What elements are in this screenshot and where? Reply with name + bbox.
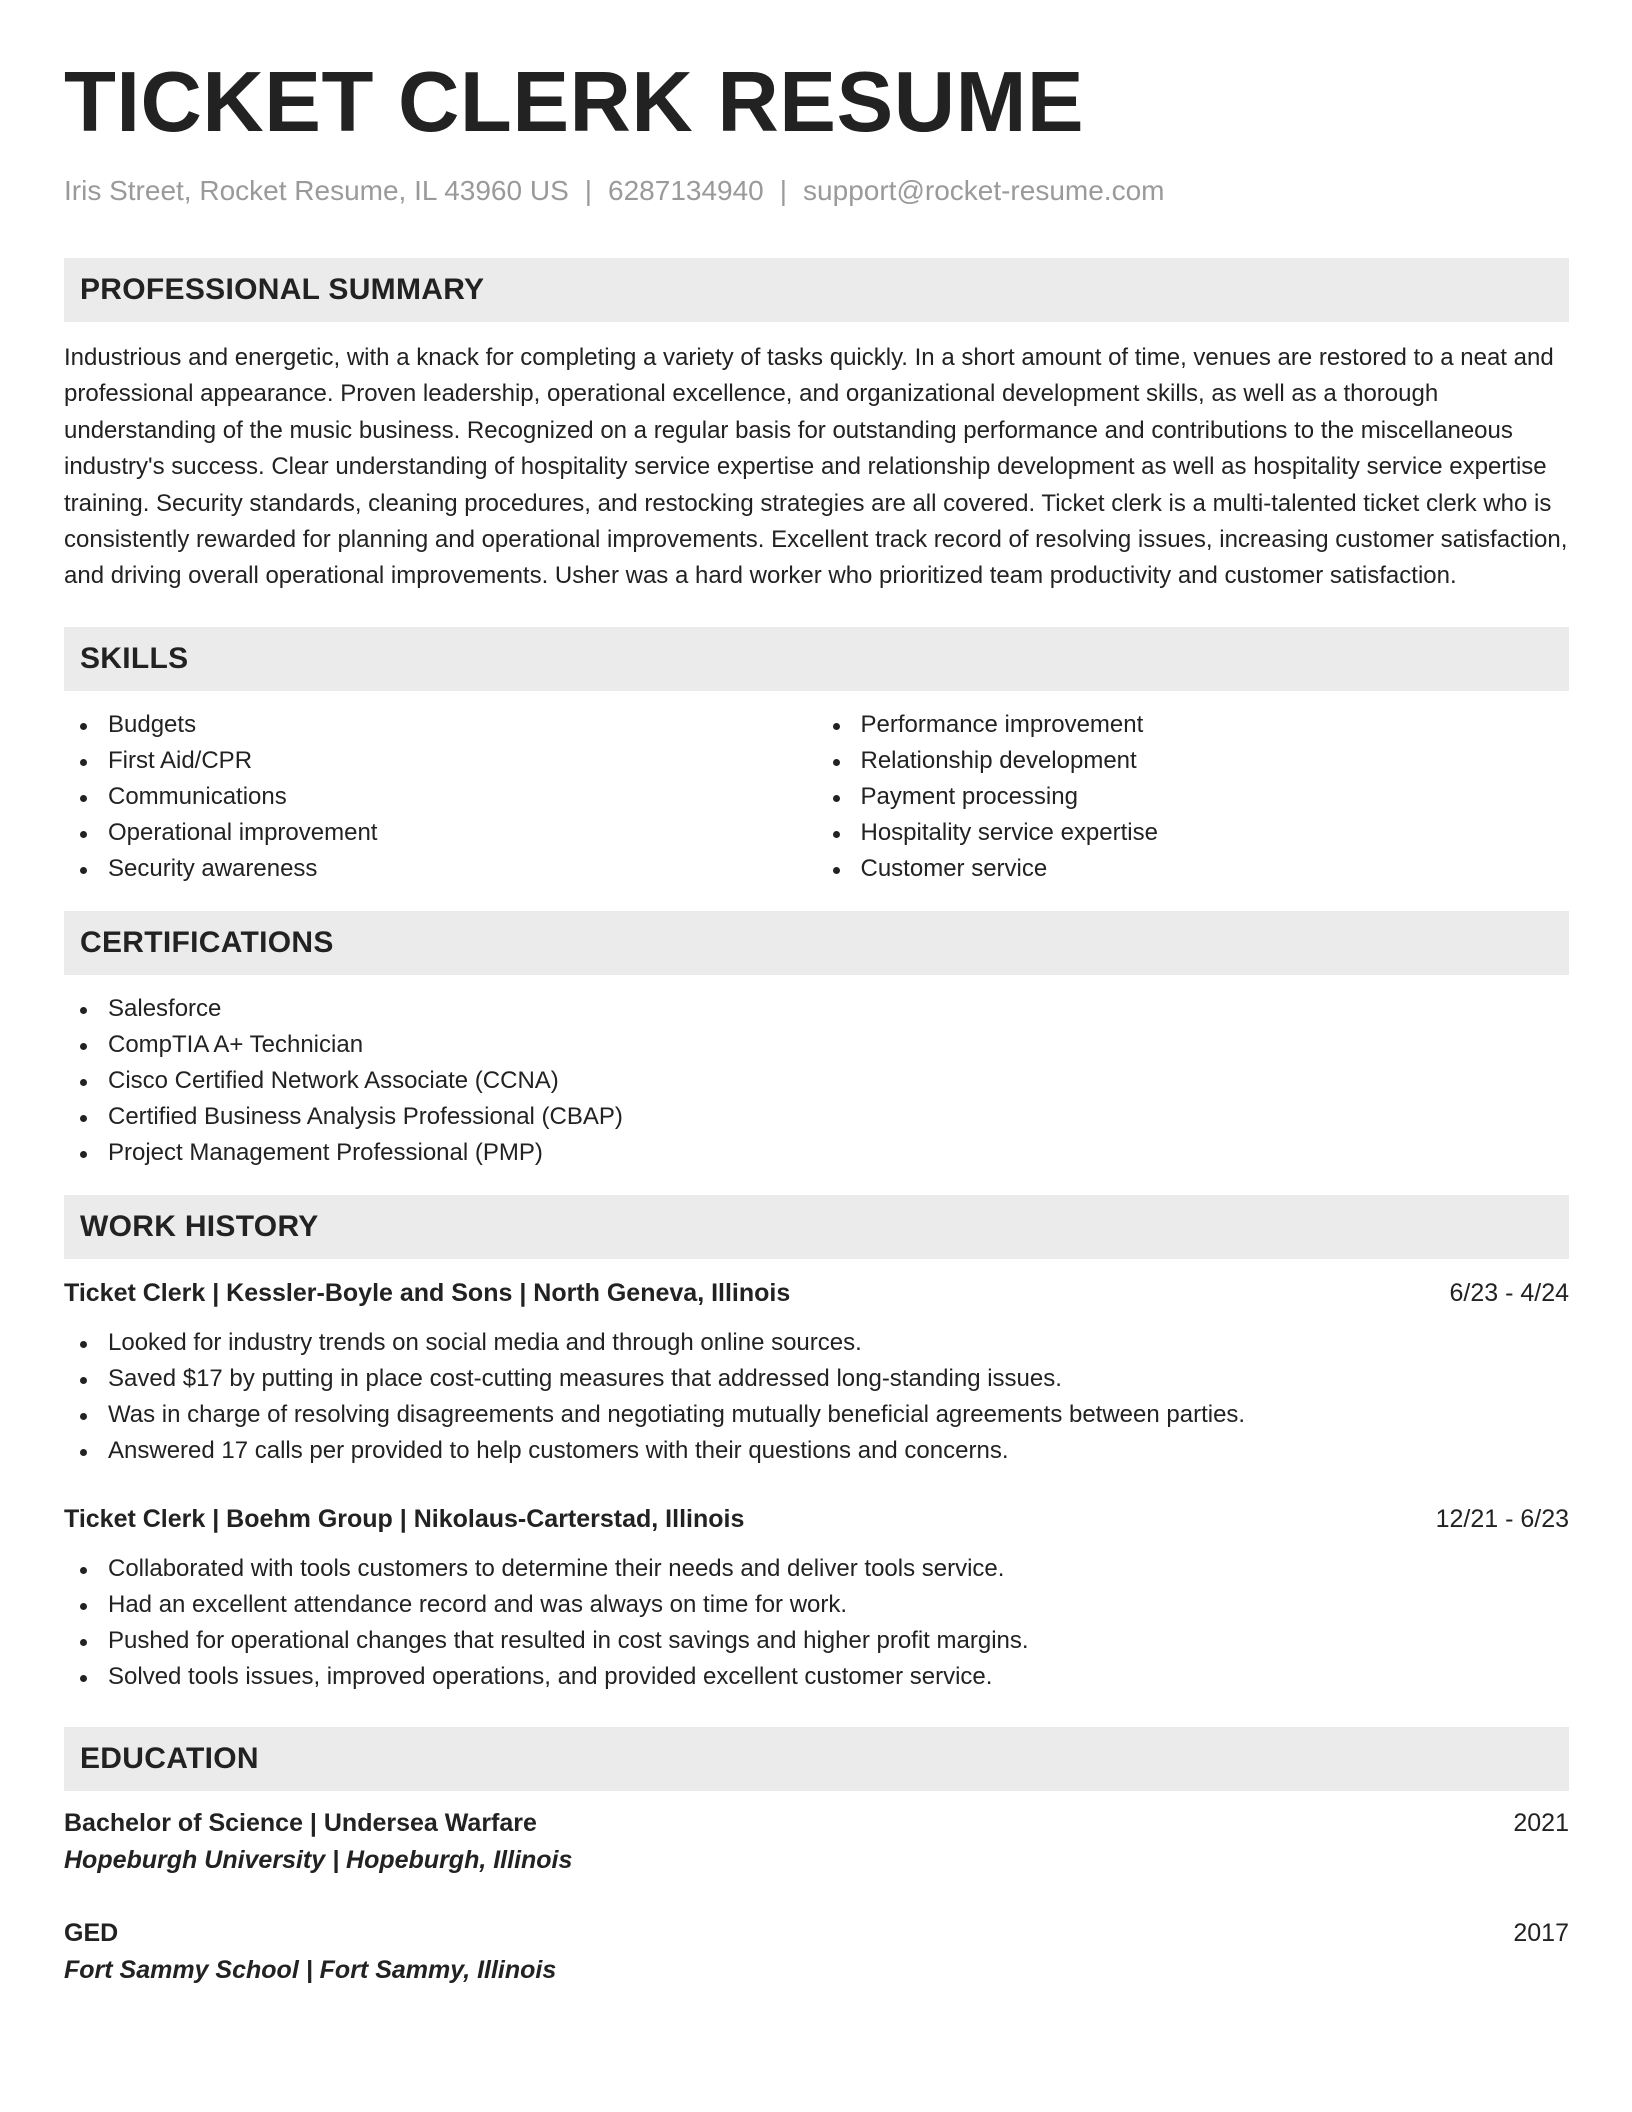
job-bullets <box>64 1551 1569 1695</box>
skills-list-left <box>64 707 817 887</box>
certifications-list <box>64 991 1569 1171</box>
certifications-section-header <box>64 911 1569 975</box>
job-bullet: Collaborated with tools customers to determine their needs and deliver tools service. <box>64 1551 1569 1587</box>
job-bullet: Saved $17 by putting in place cost-cutting measures that addressed long-standing issues. <box>64 1361 1569 1397</box>
education-school: Hopeburgh University | Hopeburgh, Illinois <box>64 1845 573 1874</box>
skill-item: Relationship development <box>817 743 1570 779</box>
skill-item: Operational improvement <box>64 815 817 851</box>
job-bullet: Looked for industry trends on social media and through online sources. <box>64 1325 1569 1361</box>
summary-text: Industrious and energetic, with a knack for completing a variety of tasks quickly. In a short amount of time, venues are restored to a neat and professional appearance. Proven leadership, operational excellence, and organizational development skills, as well as a thorough understanding of the music business. Recognized on a regular basis for outstanding performance and contributions to the miscellaneous industry's success. Clear understanding of hospitality service expertise and relationship development as well as hospitality service expertise training. Security standards, cleaning procedures, and restocking strategies are all covered. Ticket clerk is a multi-talented ticket clerk who is consistently rewarded for planning and operational improvements. Excellent track record of resolving issues, increasing customer satisfaction, and driving overall operational improvements. Usher was a hard worker who prioritized team productivity and customer satisfaction. <box>64 344 1568 590</box>
education-year: 2021 <box>1513 1808 1569 1837</box>
skills-section-header <box>64 627 1569 691</box>
certification-item: Certified Business Analysis Professional (CBAP) <box>64 1099 1569 1135</box>
job-bullets <box>64 1325 1569 1469</box>
job-entry <box>64 1275 1569 1469</box>
job-dates: 6/23 - 4/24 <box>1449 1278 1569 1307</box>
job-bullet: Was in charge of resolving disagreements and negotiating mutually beneficial agreements between parties. <box>64 1397 1569 1433</box>
skill-item: Hospitality service expertise <box>817 815 1570 851</box>
job-entry <box>64 1501 1569 1695</box>
job-header <box>64 1275 1569 1311</box>
job-bullet: Answered 17 calls per provided to help customers with their questions and concerns. <box>64 1433 1569 1469</box>
skills-grid <box>64 707 1569 887</box>
work-history-heading: WORK HISTORY <box>80 1209 319 1243</box>
certification-item: Project Management Professional (PMP) <box>64 1135 1569 1171</box>
education-header <box>64 1805 1569 1841</box>
skills-heading: SKILLS <box>80 641 189 675</box>
certification-item: Salesforce <box>64 991 1569 1027</box>
job-header <box>64 1501 1569 1537</box>
skill-item: Customer service <box>817 851 1570 887</box>
resume-title: TICKET CLERK RESUME <box>64 55 1085 150</box>
job-bullet: Solved tools issues, improved operations, and provided excellent customer service. <box>64 1659 1569 1695</box>
job-bullet: Had an excellent attendance record and was always on time for work. <box>64 1587 1569 1623</box>
summary-section-header <box>64 258 1569 322</box>
job-title: Ticket Clerk | Kessler-Boyle and Sons | North Geneva, Illinois <box>64 1278 791 1307</box>
education-degree: Bachelor of Science | Undersea Warfare <box>64 1808 537 1837</box>
skills-list-right <box>817 707 1570 887</box>
skill-item: Communications <box>64 779 817 815</box>
certifications-heading: CERTIFICATIONS <box>80 925 334 959</box>
job-dates: 12/21 - 6/23 <box>1435 1504 1569 1533</box>
education-header <box>64 1915 1569 1951</box>
education-section-header <box>64 1727 1569 1791</box>
summary-heading: PROFESSIONAL SUMMARY <box>80 273 485 306</box>
contact-line <box>64 174 1569 208</box>
job-bullet: Pushed for operational changes that resulted in cost savings and higher profit margins. <box>64 1623 1569 1659</box>
contact-email: support@rocket-resume.com <box>803 175 1165 206</box>
education-degree: GED <box>64 1918 119 1947</box>
contact-separator: | <box>779 175 788 206</box>
contact-phone: 6287134940 <box>608 175 764 206</box>
work-history-section-header <box>64 1195 1569 1259</box>
certification-item: Cisco Certified Network Associate (CCNA) <box>64 1063 1569 1099</box>
skill-item: Security awareness <box>64 851 817 887</box>
skill-item: First Aid/CPR <box>64 743 817 779</box>
education-entry <box>64 1805 1569 1879</box>
contact-separator: | <box>584 175 593 206</box>
contact-address: Iris Street, Rocket Resume, IL 43960 US <box>64 175 569 206</box>
skill-item: Budgets <box>64 707 817 743</box>
education-entry <box>64 1915 1569 1989</box>
job-title: Ticket Clerk | Boehm Group | Nikolaus-Carterstad, Illinois <box>64 1504 745 1533</box>
skill-item: Performance improvement <box>817 707 1570 743</box>
certification-item: CompTIA A+ Technician <box>64 1027 1569 1063</box>
education-school: Fort Sammy School | Fort Sammy, Illinois <box>64 1955 557 1984</box>
education-year: 2017 <box>1513 1918 1569 1947</box>
education-heading: EDUCATION <box>80 1741 259 1775</box>
skill-item: Payment processing <box>817 779 1570 815</box>
